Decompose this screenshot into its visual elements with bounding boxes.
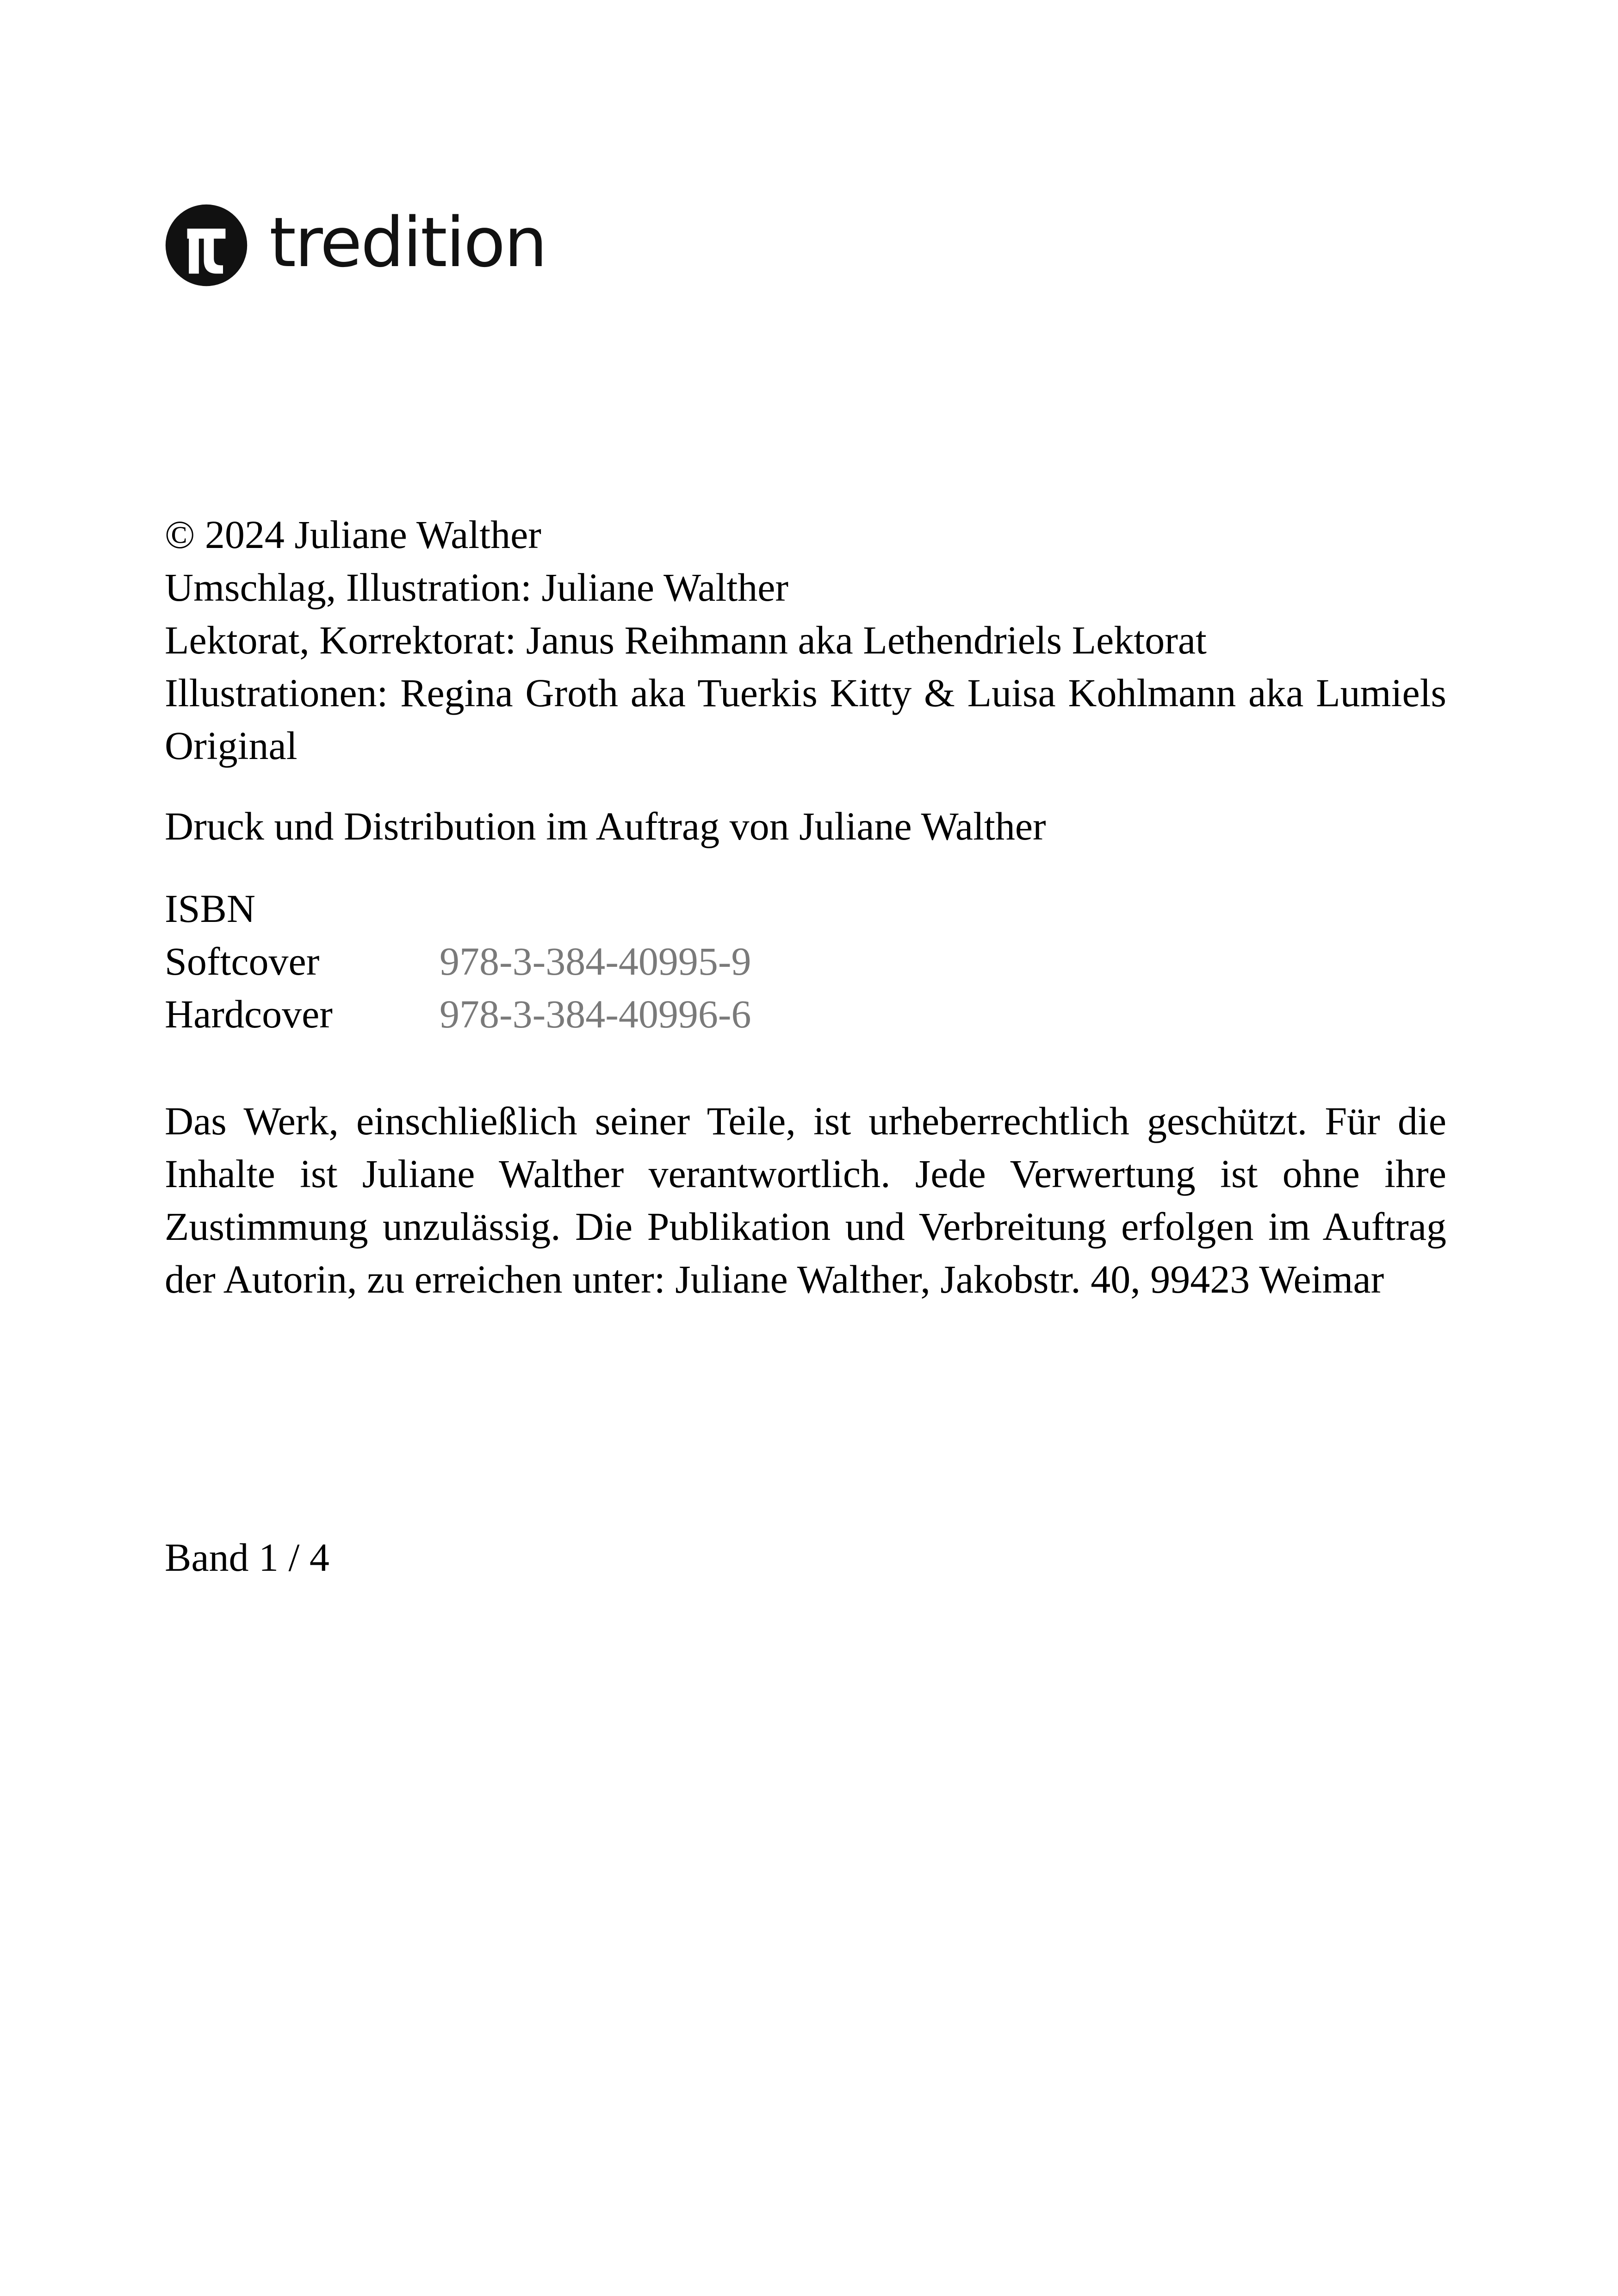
isbn-heading: ISBN [165, 886, 255, 931]
distribution-line: Druck und Distribution im Auftrag von Juliane Walther [165, 804, 1046, 848]
legal-notice: Das Werk, einschließlich seiner Teile, ist urheberrechtlich geschützt. Für die Inhalte ist Juliane Walther verantwortlich. Jede Verwertung ist ohne ihre Zustimmung unzulässig. Die Publikation und Verbreitung erfolgen im Auftrag der Autorin, zu erreichen unter: Juliane Walther, Jakobstr. 40, 99423 Weimar [165, 1099, 1446, 1301]
distribution-block [165, 800, 1446, 852]
copyright-line: © 2024 Juliane Walther [165, 512, 541, 557]
isbn-label: Hardcover [165, 992, 333, 1036]
isbn-number: 978-3-384-40996-6 [440, 992, 751, 1036]
illustration-credit: Illustrationen: Regina Groth aka Tuerkis Kitty & Luisa Kohlmann aka Lumiels Original [165, 671, 1446, 768]
tredition-logo-icon [165, 204, 248, 287]
isbn-block [165, 882, 1446, 1040]
logo-wordmark: tredition [269, 203, 546, 282]
isbn-row-hardcover [165, 988, 1446, 1040]
isbn-number: 978-3-384-40995-9 [440, 939, 751, 983]
volume-block [165, 1531, 1446, 1584]
publisher-logo [165, 204, 546, 287]
cover-credit: Umschlag, Illustration: Juliane Walther [165, 565, 789, 610]
editing-credit: Lektorat, Korrektorat: Janus Reihmann aka Lethendriels Lektorat [165, 618, 1207, 662]
isbn-label: Softcover [165, 939, 320, 983]
credits-block [165, 508, 1446, 772]
volume-number: Band 1 / 4 [165, 1535, 329, 1580]
isbn-row-softcover [165, 935, 1446, 988]
